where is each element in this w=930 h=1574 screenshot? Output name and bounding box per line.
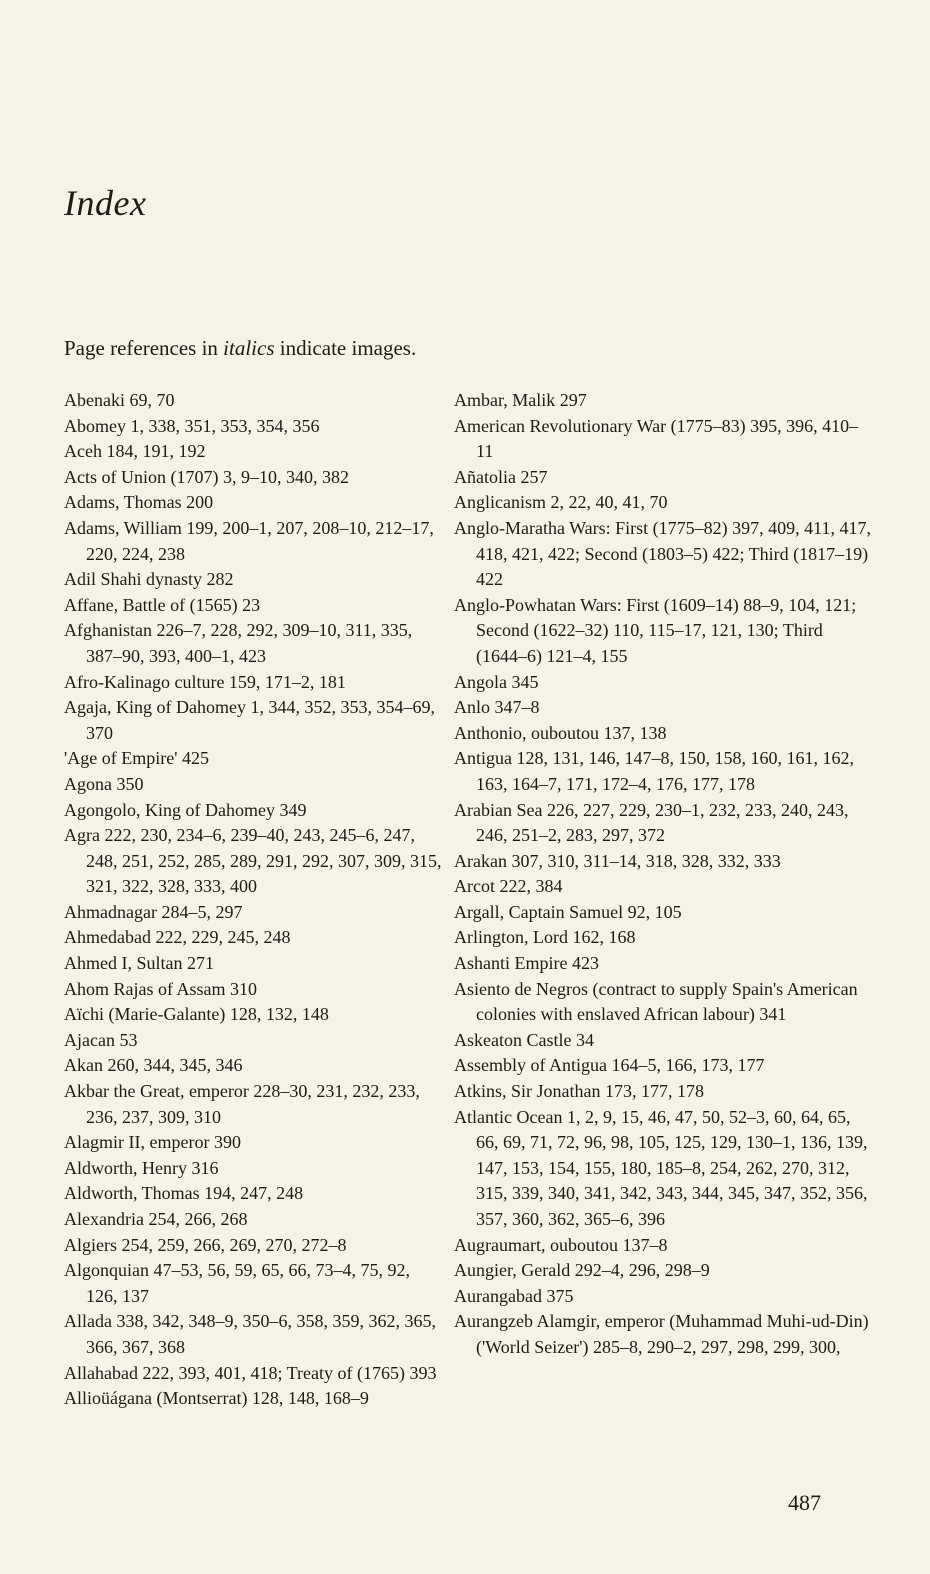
index-entry: Allahabad 222, 393, 401, 418; Treaty of (1765) 393	[64, 1362, 437, 1383]
note-suffix: indicate images.	[274, 336, 417, 360]
index-entry: Assembly of Antigua 164–5, 166, 173, 177	[454, 1055, 765, 1076]
index-entry: Anlo 347–8	[454, 697, 540, 718]
index-entry: Algonquian 47–53, 56, 59, 65, 66, 73–4, 75, 92, 126, 137	[64, 1260, 410, 1306]
index-entry: Aïchi (Marie-Galante) 128, 132, 148	[64, 1004, 329, 1025]
index-entry: Agona 350	[64, 773, 144, 794]
index-entry: Adams, Thomas 200	[64, 492, 214, 513]
index-note	[64, 336, 416, 361]
index-entry: Afro-Kalinago culture 159, 171–2, 181	[64, 671, 346, 692]
index-entry: Aceh 184, 191, 192	[64, 441, 206, 462]
index-entry: Argall, Captain Samuel 92, 105	[454, 901, 682, 922]
index-entry: Alagmir II, emperor 390	[64, 1132, 241, 1153]
index-entry: Algiers 254, 259, 266, 269, 270, 272–8	[64, 1234, 347, 1255]
index-entry: Asiento de Negros (contract to supply Spain's American colonies with enslaved African labour) 341	[454, 978, 858, 1025]
index-entry: Abomey 1, 338, 351, 353, 354, 356	[64, 415, 320, 436]
index-entry: Aungier, Gerald 292–4, 296, 298–9	[454, 1260, 710, 1281]
index-entry: Anglo-Maratha Wars: First (1775–82) 397, 409, 411, 417, 418, 421, 422; Second (1803–5) 422; Third (1817–19) 422	[454, 517, 872, 590]
index-entry: Antigua 128, 131, 146, 147–8, 150, 158, 160, 161, 162, 163, 164–7, 171, 172–4, 176, 177, 178	[454, 748, 854, 794]
index-entry: Allada 338, 342, 348–9, 350–6, 358, 359, 362, 365, 366, 367, 368	[64, 1311, 436, 1357]
index-entry: Acts of Union (1707) 3, 9–10, 340, 382	[64, 466, 349, 487]
index-entry: Ahmed I, Sultan 271	[64, 953, 214, 974]
index-entry: Ajacan 53	[64, 1029, 138, 1050]
index-entry: Atkins, Sir Jonathan 173, 177, 178	[454, 1081, 704, 1102]
index-entry: Adams, William 199, 200–1, 207, 208–10, 212–17, 220, 224, 238	[64, 517, 434, 564]
index-entry: Anglicanism 2, 22, 40, 41, 70	[454, 492, 668, 513]
index-entry: American Revolutionary War (1775–83) 395, 396, 410–11	[454, 415, 859, 462]
index-entry: Allioüágana (Montserrat) 128, 148, 168–9	[64, 1388, 369, 1409]
index-entry: Askeaton Castle 34	[454, 1029, 594, 1050]
index-entry: Ambar, Malik 297	[454, 390, 587, 410]
index-entry: Adil Shahi dynasty 282	[64, 569, 234, 590]
index-entry: Anglo-Powhatan Wars: First (1609–14) 88–9, 104, 121; Second (1622–32) 110, 115–17, 121, 130; Third (1644–6) 121–4, 155	[454, 594, 857, 666]
index-entry: Añatolia 257	[454, 466, 548, 487]
index-entry: Agaja, King of Dahomey 1, 344, 352, 353, 354–69, 370	[64, 697, 435, 743]
index-entry: Alexandria 254, 266, 268	[64, 1209, 248, 1229]
index-entry: Aurangzeb Alamgir, emperor (Muhammad Muhi-ud-Din) ('World Seizer') 285–8, 290–2, 297, 298, 299, 300,	[454, 1311, 869, 1357]
index-entry: Akan 260, 344, 345, 346	[64, 1055, 243, 1076]
index-entry: Abenaki 69, 70	[64, 390, 175, 410]
index-column-right	[454, 388, 874, 1361]
index-entry: Ahom Rajas of Assam 310	[64, 978, 257, 999]
index-entry: 'Age of Empire' 425	[64, 748, 209, 769]
index-entry: Ahmedabad 222, 229, 245, 248	[64, 927, 291, 948]
index-entry: Ashanti Empire 423	[454, 953, 599, 974]
index-entry: Arlington, Lord 162, 168	[454, 927, 636, 948]
index-entry: Arabian Sea 226, 227, 229, 230–1, 232, 233, 240, 243, 246, 251–2, 283, 297, 372	[454, 799, 849, 846]
page-title: Index	[64, 183, 147, 223]
index-entry: Arakan 307, 310, 311–14, 318, 328, 332, 333	[454, 850, 781, 871]
index-entry: Akbar the Great, emperor 228–30, 231, 232, 233, 236, 237, 309, 310	[64, 1081, 420, 1127]
index-entry: Anthonio, ouboutou 137, 138	[454, 722, 667, 743]
index-entry: Angola 345	[454, 671, 539, 692]
index-entry: Augraumart, ouboutou 137–8	[454, 1234, 668, 1255]
index-entry: Agra 222, 230, 234–6, 239–40, 243, 245–6, 247, 248, 251, 252, 285, 289, 291, 292, 307, 309, 315, 321, 322, 328, 333, 400	[64, 825, 442, 897]
note-italic-word: italics	[223, 336, 275, 360]
index-entry: Aurangabad 375	[454, 1285, 574, 1306]
index-entry: Aldworth, Thomas 194, 247, 248	[64, 1183, 304, 1204]
index-entry: Arcot 222, 384	[454, 876, 563, 897]
index-entry: Agongolo, King of Dahomey 349	[64, 799, 307, 820]
index-entry: Aldworth, Henry 316	[64, 1157, 219, 1178]
note-prefix: Page references in	[64, 336, 224, 360]
index-column-left	[64, 388, 444, 1412]
index-entry: Afghanistan 226–7, 228, 292, 309–10, 311, 335, 387–90, 393, 400–1, 423	[64, 620, 413, 666]
index-entry: Ahmadnagar 284–5, 297	[64, 901, 243, 922]
page-number: 487	[788, 1490, 821, 1515]
index-entry: Affane, Battle of (1565) 23	[64, 594, 261, 615]
index-entry: Atlantic Ocean 1, 2, 9, 15, 46, 47, 50, 52–3, 60, 64, 65, 66, 69, 71, 72, 96, 98, 105, 125, 129, 130–1, 136, 139, 147, 153, 154, 155, 180, 185–8, 254, 262, 270, 312, 315, 339, 340, 341, 342, 343, 344, 345, 347, 352, 356, 357, 360, 362, 365–6, 396	[454, 1106, 868, 1229]
